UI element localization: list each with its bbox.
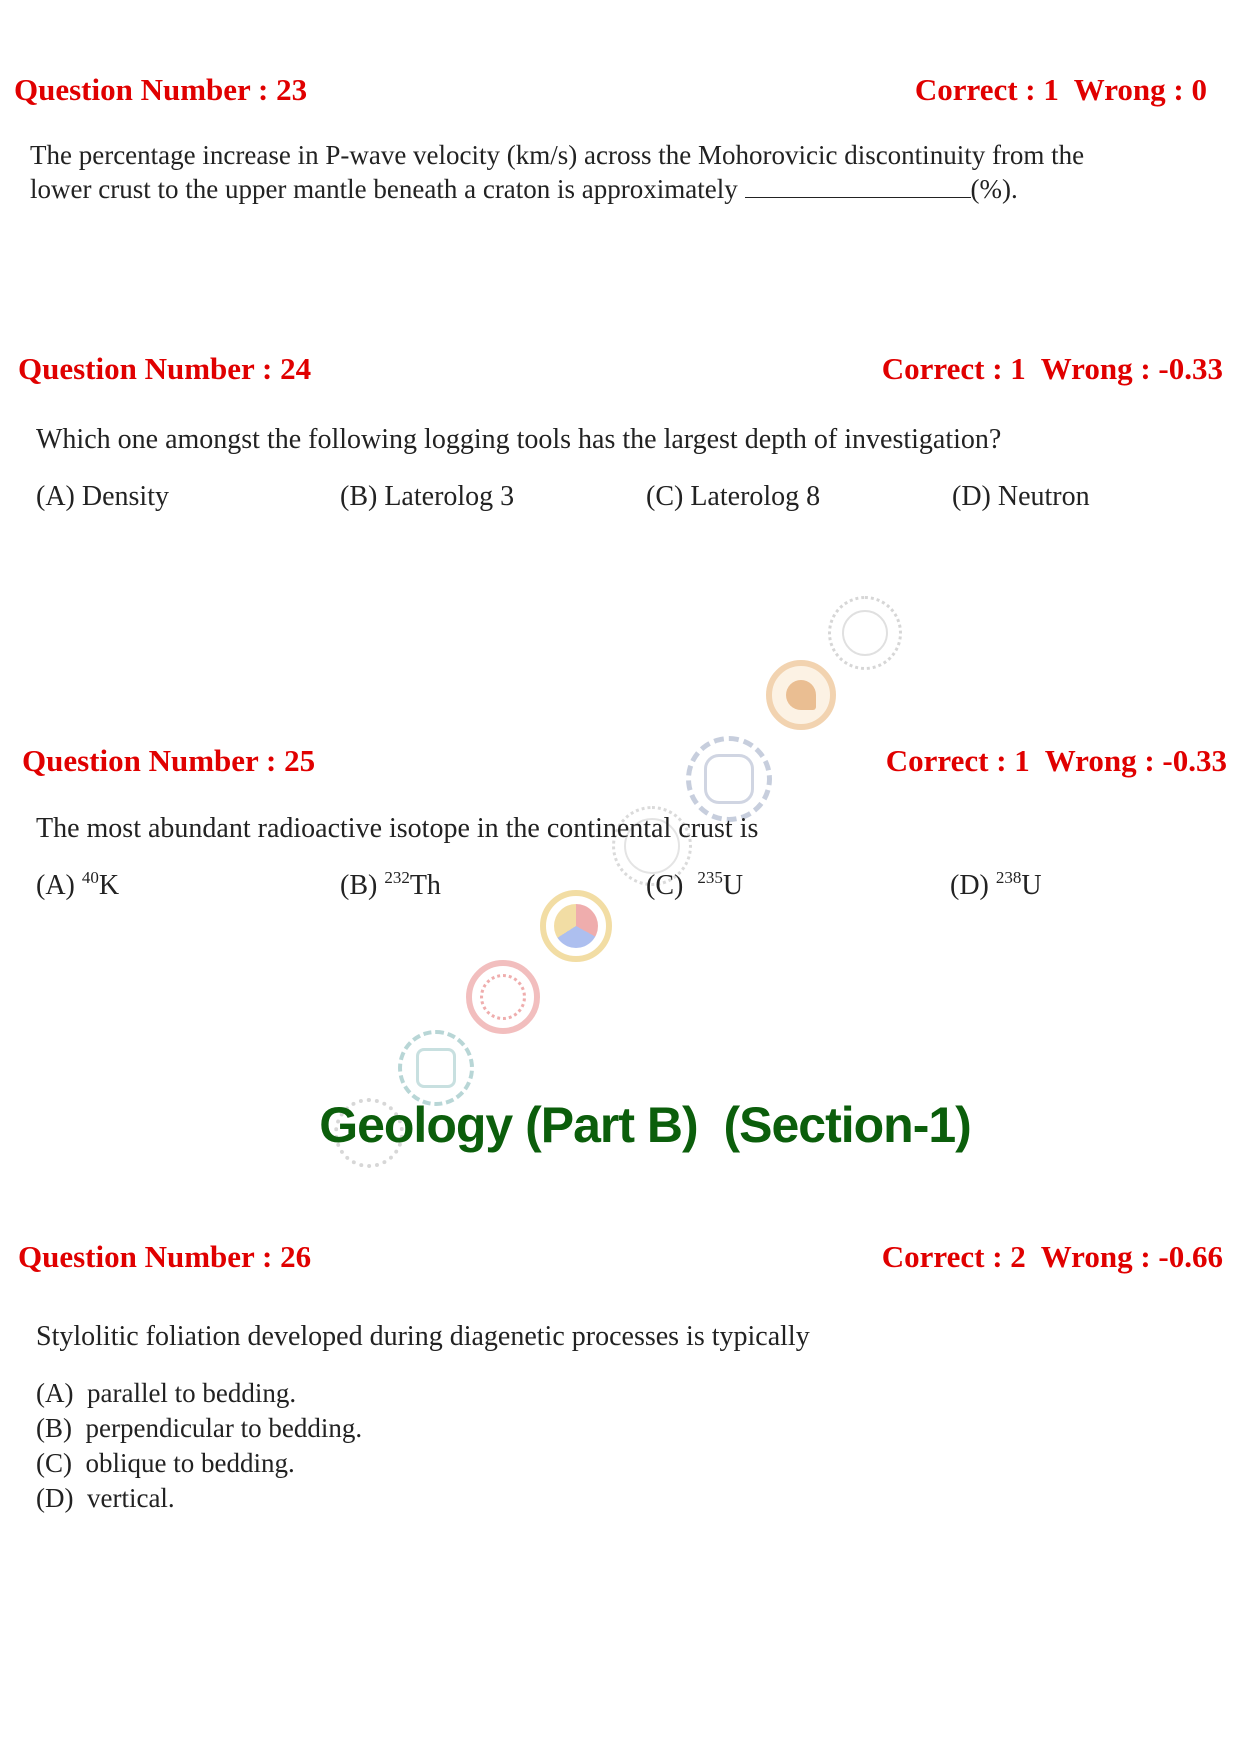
option-c: (C) oblique to bedding.	[36, 1448, 295, 1478]
mass-number: 40	[81, 868, 99, 887]
question-23-header	[0, 72, 1240, 116]
mass-number: 235	[697, 868, 723, 887]
element-symbol: K	[98, 870, 120, 901]
option-a	[36, 870, 119, 902]
mass-number: 232	[384, 868, 410, 887]
score-label: Correct : 1 Wrong : -0.33	[881, 351, 1223, 386]
seal-7-icon	[398, 1030, 474, 1106]
question-text-fragment: (%).	[970, 174, 1018, 204]
mass-number: 238	[995, 868, 1022, 887]
section-heading: Geology (Part B) (Section-1)	[319, 1097, 971, 1153]
question-24-header	[0, 351, 1240, 395]
seal-1-icon	[828, 596, 902, 670]
option-d: (D) vertical.	[36, 1483, 175, 1513]
score-label: Correct : 2 Wrong : -0.66	[881, 1239, 1223, 1274]
question-24-text: Which one amongst the following logging tools has the largest depth of investigation?	[36, 424, 1002, 455]
option-prefix: (C)	[646, 870, 698, 901]
question-text-line	[30, 172, 1220, 206]
option-a: (A) parallel to bedding.	[36, 1378, 297, 1408]
element-symbol: Th	[409, 870, 441, 901]
seal-2-icon	[766, 660, 836, 730]
seal-5-icon	[540, 890, 612, 962]
option-d: (D) Neutron	[952, 481, 1090, 512]
option-prefix: (D)	[950, 870, 996, 901]
answer-blank	[745, 175, 971, 198]
score-label: Correct : 1 Wrong : -0.33	[885, 743, 1227, 778]
element-symbol: U	[1021, 870, 1042, 901]
question-text-fragment: lower crust to the upper mantle beneath a craton is approximately	[30, 174, 745, 204]
question-number: Question Number : 24	[18, 351, 312, 386]
option-list	[36, 1376, 362, 1516]
question-23-text	[30, 138, 1220, 206]
question-number: Question Number : 23	[14, 72, 308, 107]
option-d	[950, 870, 1042, 902]
option-a: (A) Density	[36, 481, 169, 512]
score-label: Correct : 1 Wrong : 0	[914, 72, 1207, 107]
question-26-header	[0, 1239, 1240, 1283]
question-26-text: Stylolitic foliation developed during diagenetic processes is typically	[36, 1321, 810, 1352]
question-text-line: The percentage increase in P-wave velocity (km/s) across the Mohorovicic discontinuity from the	[30, 140, 1085, 170]
question-number: Question Number : 25	[22, 743, 316, 778]
question-25-text: The most abundant radioactive isotope in the continental crust is	[36, 813, 759, 844]
option-b: (B) Laterolog 3	[340, 481, 515, 512]
option-c: (C) Laterolog 8	[646, 481, 821, 512]
option-b: (B) perpendicular to bedding.	[36, 1413, 363, 1443]
option-prefix: (B)	[340, 870, 385, 901]
option-c	[646, 870, 743, 902]
seal-6-icon	[466, 960, 540, 1034]
element-symbol: U	[722, 870, 744, 901]
option-prefix: (A)	[36, 870, 82, 901]
option-b	[340, 870, 441, 902]
question-number: Question Number : 26	[18, 1239, 312, 1274]
question-25-header	[0, 743, 1240, 787]
